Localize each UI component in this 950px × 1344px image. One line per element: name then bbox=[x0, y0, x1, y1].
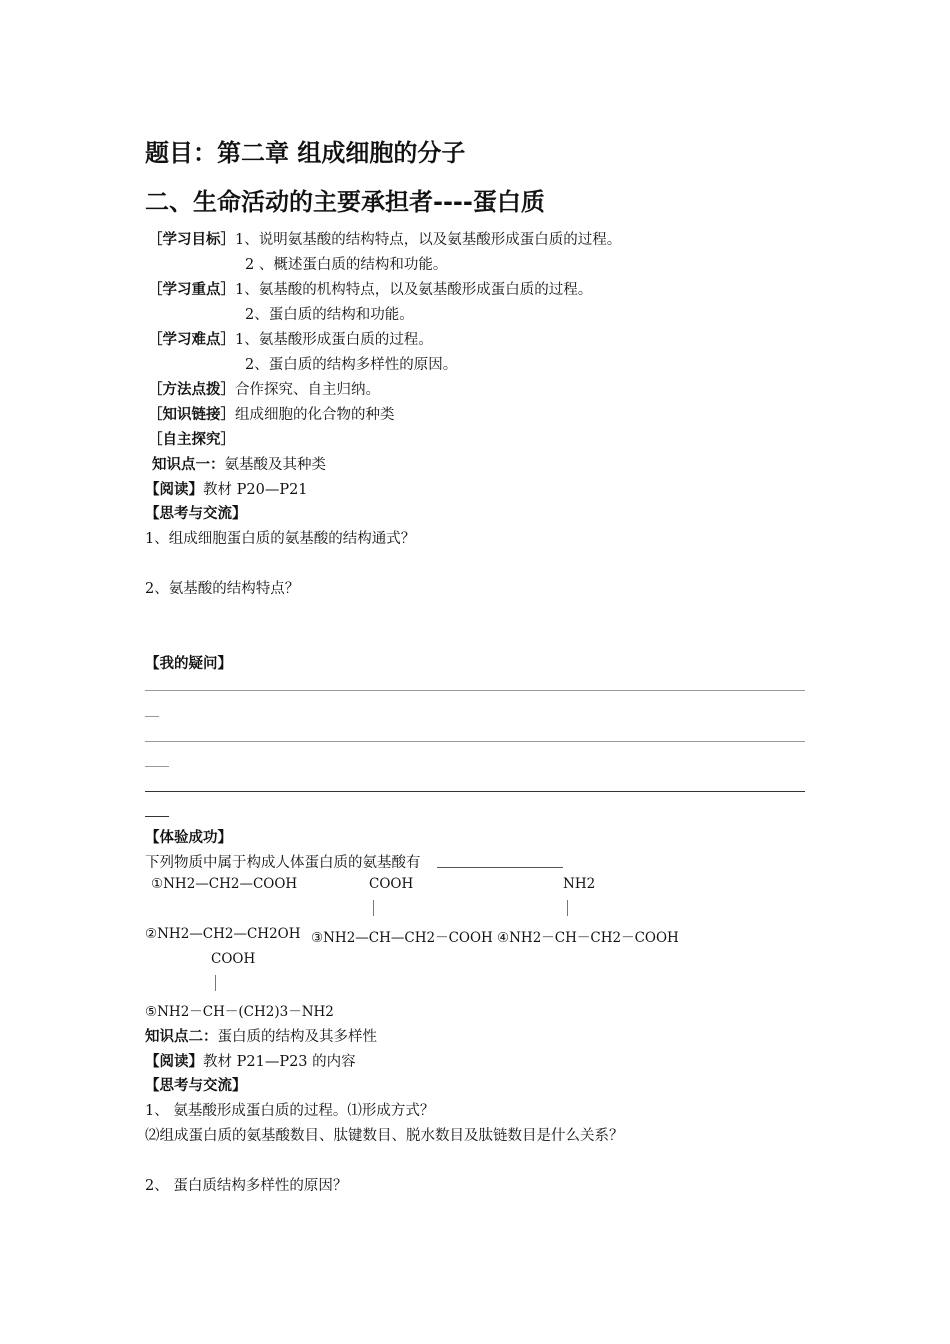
kp2-label: 知识点二： bbox=[145, 1029, 218, 1045]
link-row bbox=[148, 403, 395, 424]
questions-label: 【我的疑问】 bbox=[145, 656, 232, 672]
option-5-cooh: COOH bbox=[211, 951, 256, 967]
option-1: ①NH2—CH2—COOH bbox=[151, 876, 298, 892]
method-text: 合作探究、自主归纳。 bbox=[235, 382, 380, 398]
key-points-line2: 2、蛋白质的结构和功能。 bbox=[245, 307, 414, 323]
section-title: 二、生命活动的主要承担者----蛋白质 bbox=[145, 188, 545, 216]
reading-2 bbox=[145, 1050, 356, 1071]
page-title: 题目：第二章 组成细胞的分子 bbox=[145, 139, 466, 167]
difficulties-line1: 1、氨基酸形成蛋白质的过程。 bbox=[235, 332, 433, 348]
key-points-line1: 1、氨基酸的机构特点，以及氨基酸形成蛋白质的过程。 bbox=[235, 282, 593, 298]
difficulties-label: ［学习难点］ bbox=[148, 332, 235, 348]
answer-line-2-tail bbox=[145, 766, 169, 767]
option-2: ②NH2—CH2—CH2OH bbox=[145, 926, 301, 942]
key-points-label: ［学习重点］ bbox=[148, 282, 235, 298]
think2-q1: 1、 氨基酸形成蛋白质的过程。⑴形成方式？ bbox=[145, 1103, 435, 1119]
answer-line-3 bbox=[145, 791, 805, 792]
option-4-bond bbox=[567, 900, 568, 916]
method-row bbox=[148, 378, 380, 399]
option-3-bond bbox=[373, 900, 374, 916]
objectives-line1: 1、说明氨基酸的结构特点，以及氨基酸形成蛋白质的过程。 bbox=[235, 232, 622, 248]
option-3: ③NH2—CH—CH2－COOH bbox=[311, 930, 493, 946]
think2-q2: 2、 蛋白质结构多样性的原因？ bbox=[145, 1178, 348, 1194]
practice-prompt: 下列物质中属于构成人体蛋白质的氨基酸有 bbox=[145, 855, 421, 871]
think2-label: 【思考与交流】 bbox=[145, 1078, 247, 1094]
objectives-line2: 2 、概述蛋白质的结构和功能。 bbox=[245, 257, 448, 273]
answer-line-1-tail bbox=[145, 716, 159, 717]
link-label: ［知识链接］ bbox=[148, 407, 235, 423]
knowledge-point-2 bbox=[145, 1025, 377, 1046]
option-5: ⑤NH2－CH－(CH2)3－NH2 bbox=[145, 1004, 334, 1020]
reading2-label: 【阅读】 bbox=[145, 1054, 203, 1070]
option-4-nh2: NH2 bbox=[563, 876, 596, 892]
think1-q2: 2、氨基酸的结构特点？ bbox=[145, 581, 300, 597]
answer-line-3-tail bbox=[145, 816, 169, 817]
self-explore-label: ［自主探究］ bbox=[148, 432, 235, 448]
practice-label: 【体验成功】 bbox=[145, 830, 232, 846]
kp2-text: 蛋白质的结构及其多样性 bbox=[217, 1029, 377, 1045]
reading1-label: 【阅读】 bbox=[145, 482, 203, 498]
practice-answer-blank bbox=[437, 867, 563, 868]
objectives-row bbox=[148, 228, 621, 249]
reading1-text: 教材 P20—P21 bbox=[203, 482, 308, 498]
option-5-bond bbox=[215, 975, 216, 991]
option-4: ④NH2－CH－CH2－COOH bbox=[497, 930, 679, 946]
reading-1 bbox=[145, 478, 308, 499]
think1-q1: 1、组成细胞蛋白质的氨基酸的结构通式？ bbox=[145, 531, 416, 547]
method-label: ［方法点拨］ bbox=[148, 382, 235, 398]
kp1-label: 知识点一： bbox=[152, 457, 225, 473]
difficulties-row bbox=[148, 328, 433, 349]
link-text: 组成细胞的化合物的种类 bbox=[235, 407, 395, 423]
difficulties-line2: 2、蛋白质的结构多样性的原因。 bbox=[245, 357, 458, 373]
answer-line-1 bbox=[145, 690, 805, 691]
think2-q1b: ⑵组成蛋白质的氨基酸数目、肽键数目、脱水数目及肽链数目是什么关系？ bbox=[145, 1128, 624, 1144]
knowledge-point-1 bbox=[152, 453, 326, 474]
key-points-row bbox=[148, 278, 592, 299]
option-3-cooh: COOH bbox=[369, 876, 414, 892]
answer-line-2 bbox=[145, 741, 805, 742]
think1-label: 【思考与交流】 bbox=[145, 506, 247, 522]
objectives-label: ［学习目标］ bbox=[148, 232, 235, 248]
reading2-text: 教材 P21—P23 的内容 bbox=[203, 1054, 356, 1070]
kp1-text: 氨基酸及其种类 bbox=[224, 457, 326, 473]
